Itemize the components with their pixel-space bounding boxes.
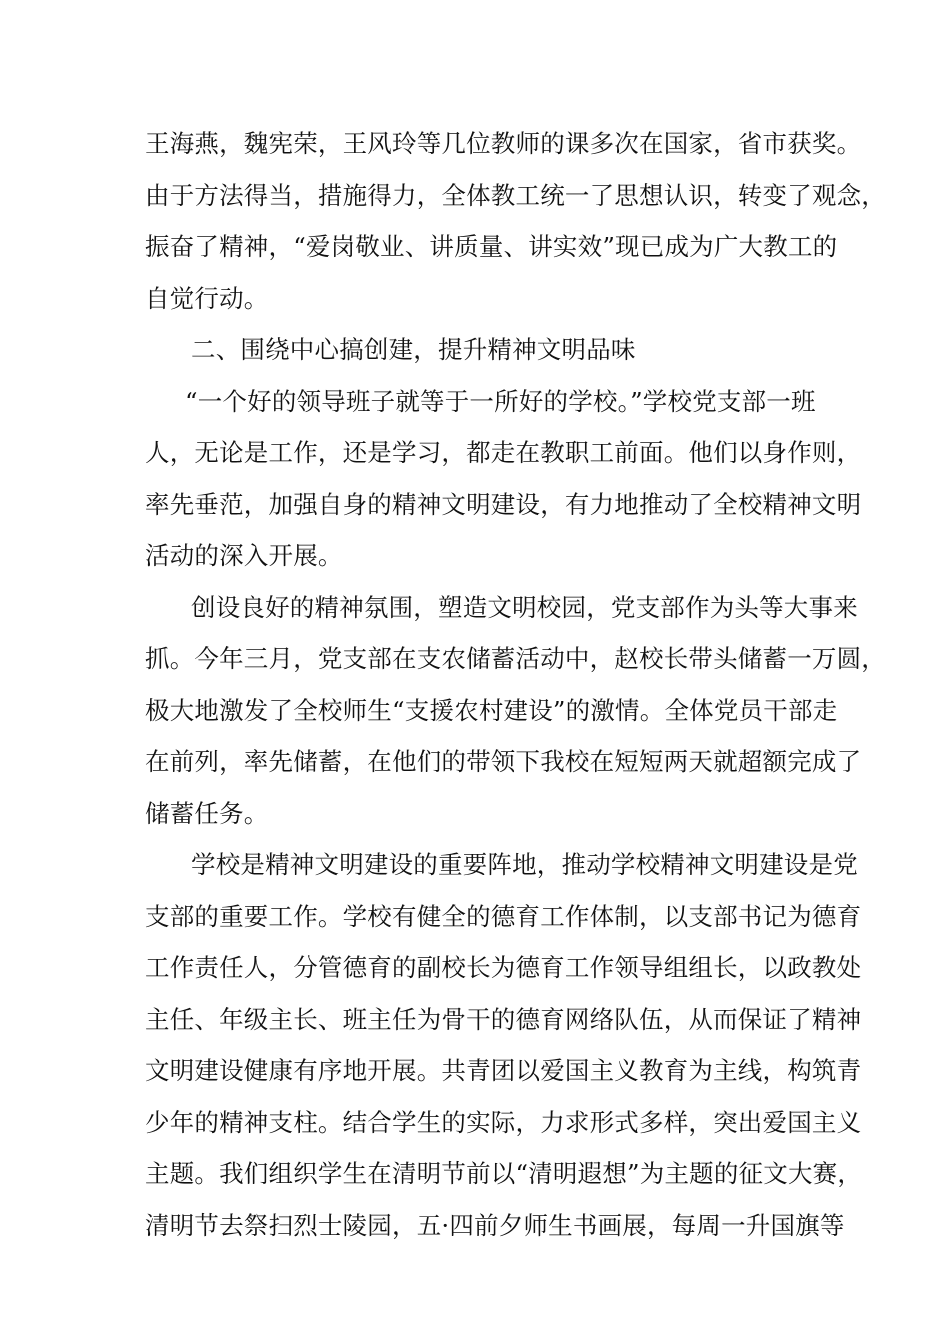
text-line: 极大地激发了全校师生“支援农村建设”的激情。全体党员干部走 — [145, 695, 838, 725]
text-line: 主任、年级主长、班主任为骨干的德育网络队伍，从而保证了精神 — [145, 1004, 862, 1034]
document-body — [145, 118, 886, 1251]
text-line: 率先垂范，加强自身的精神文明建设，有力地推动了全校精神文明 — [145, 489, 862, 519]
text-line: 主题。我们组织学生在清明节前以“清明遐想”为主题的征文大赛， — [145, 1159, 863, 1188]
text-line: 文明建设健康有序地开展。共青团以爱国主义教育为主线，构筑青 — [145, 1056, 862, 1085]
text-line: 由于方法得当，措施得力，全体教工统一了思想认识，转变了观念， — [145, 180, 886, 210]
text-line: 在前列，率先储蓄，在他们的带领下我校在短短两天就超额完成了 — [145, 747, 862, 776]
text-line: 支部的重要工作。学校有健全的德育工作体制，以支部书记为德育 — [145, 901, 862, 931]
text-line: 少年的精神支柱。结合学生的实际，力求形式多样，突出爱国主义 — [145, 1107, 862, 1137]
text-line: 创设良好的精神氛围，塑造文明校园，党支部作为头等大事来 — [191, 592, 858, 622]
text-line: 清明节去祭扫烈士陵园，五·四前夕师生书画展，每周一升国旗等 — [145, 1210, 845, 1240]
text-line: “一个好的领导班子就等于一所好的学校。”学校党支部一班 — [185, 386, 816, 416]
text-line: 活动的深入开展。 — [145, 541, 343, 570]
text-line: 学校是精神文明建设的重要阵地，推动学校精神文明建设是党 — [191, 850, 858, 879]
text-line: 工作责任人，分管德育的副校长为德育工作领导组组长，以政教处 — [145, 953, 862, 982]
section-heading: 二、围绕中心搞创建，提升精神文明品味 — [191, 335, 636, 364]
text-line: 抓。今年三月，党支部在支农储蓄活动中，赵校长带头储蓄一万圆， — [145, 644, 886, 673]
text-line: 振奋了精神，“爱岗敬业、讲质量、讲实效”现已成为广大教工的 — [145, 232, 838, 261]
text-line: 王海燕，魏宪荣，王风玲等几位教师的课多次在国家，省市获奖。 — [145, 129, 862, 158]
text-line: 储蓄任务。 — [145, 798, 269, 828]
text-line: 人，无论是工作，还是学习，都走在教职工前面。他们以身作则， — [145, 438, 862, 467]
text-line: 自觉行动。 — [145, 283, 269, 313]
